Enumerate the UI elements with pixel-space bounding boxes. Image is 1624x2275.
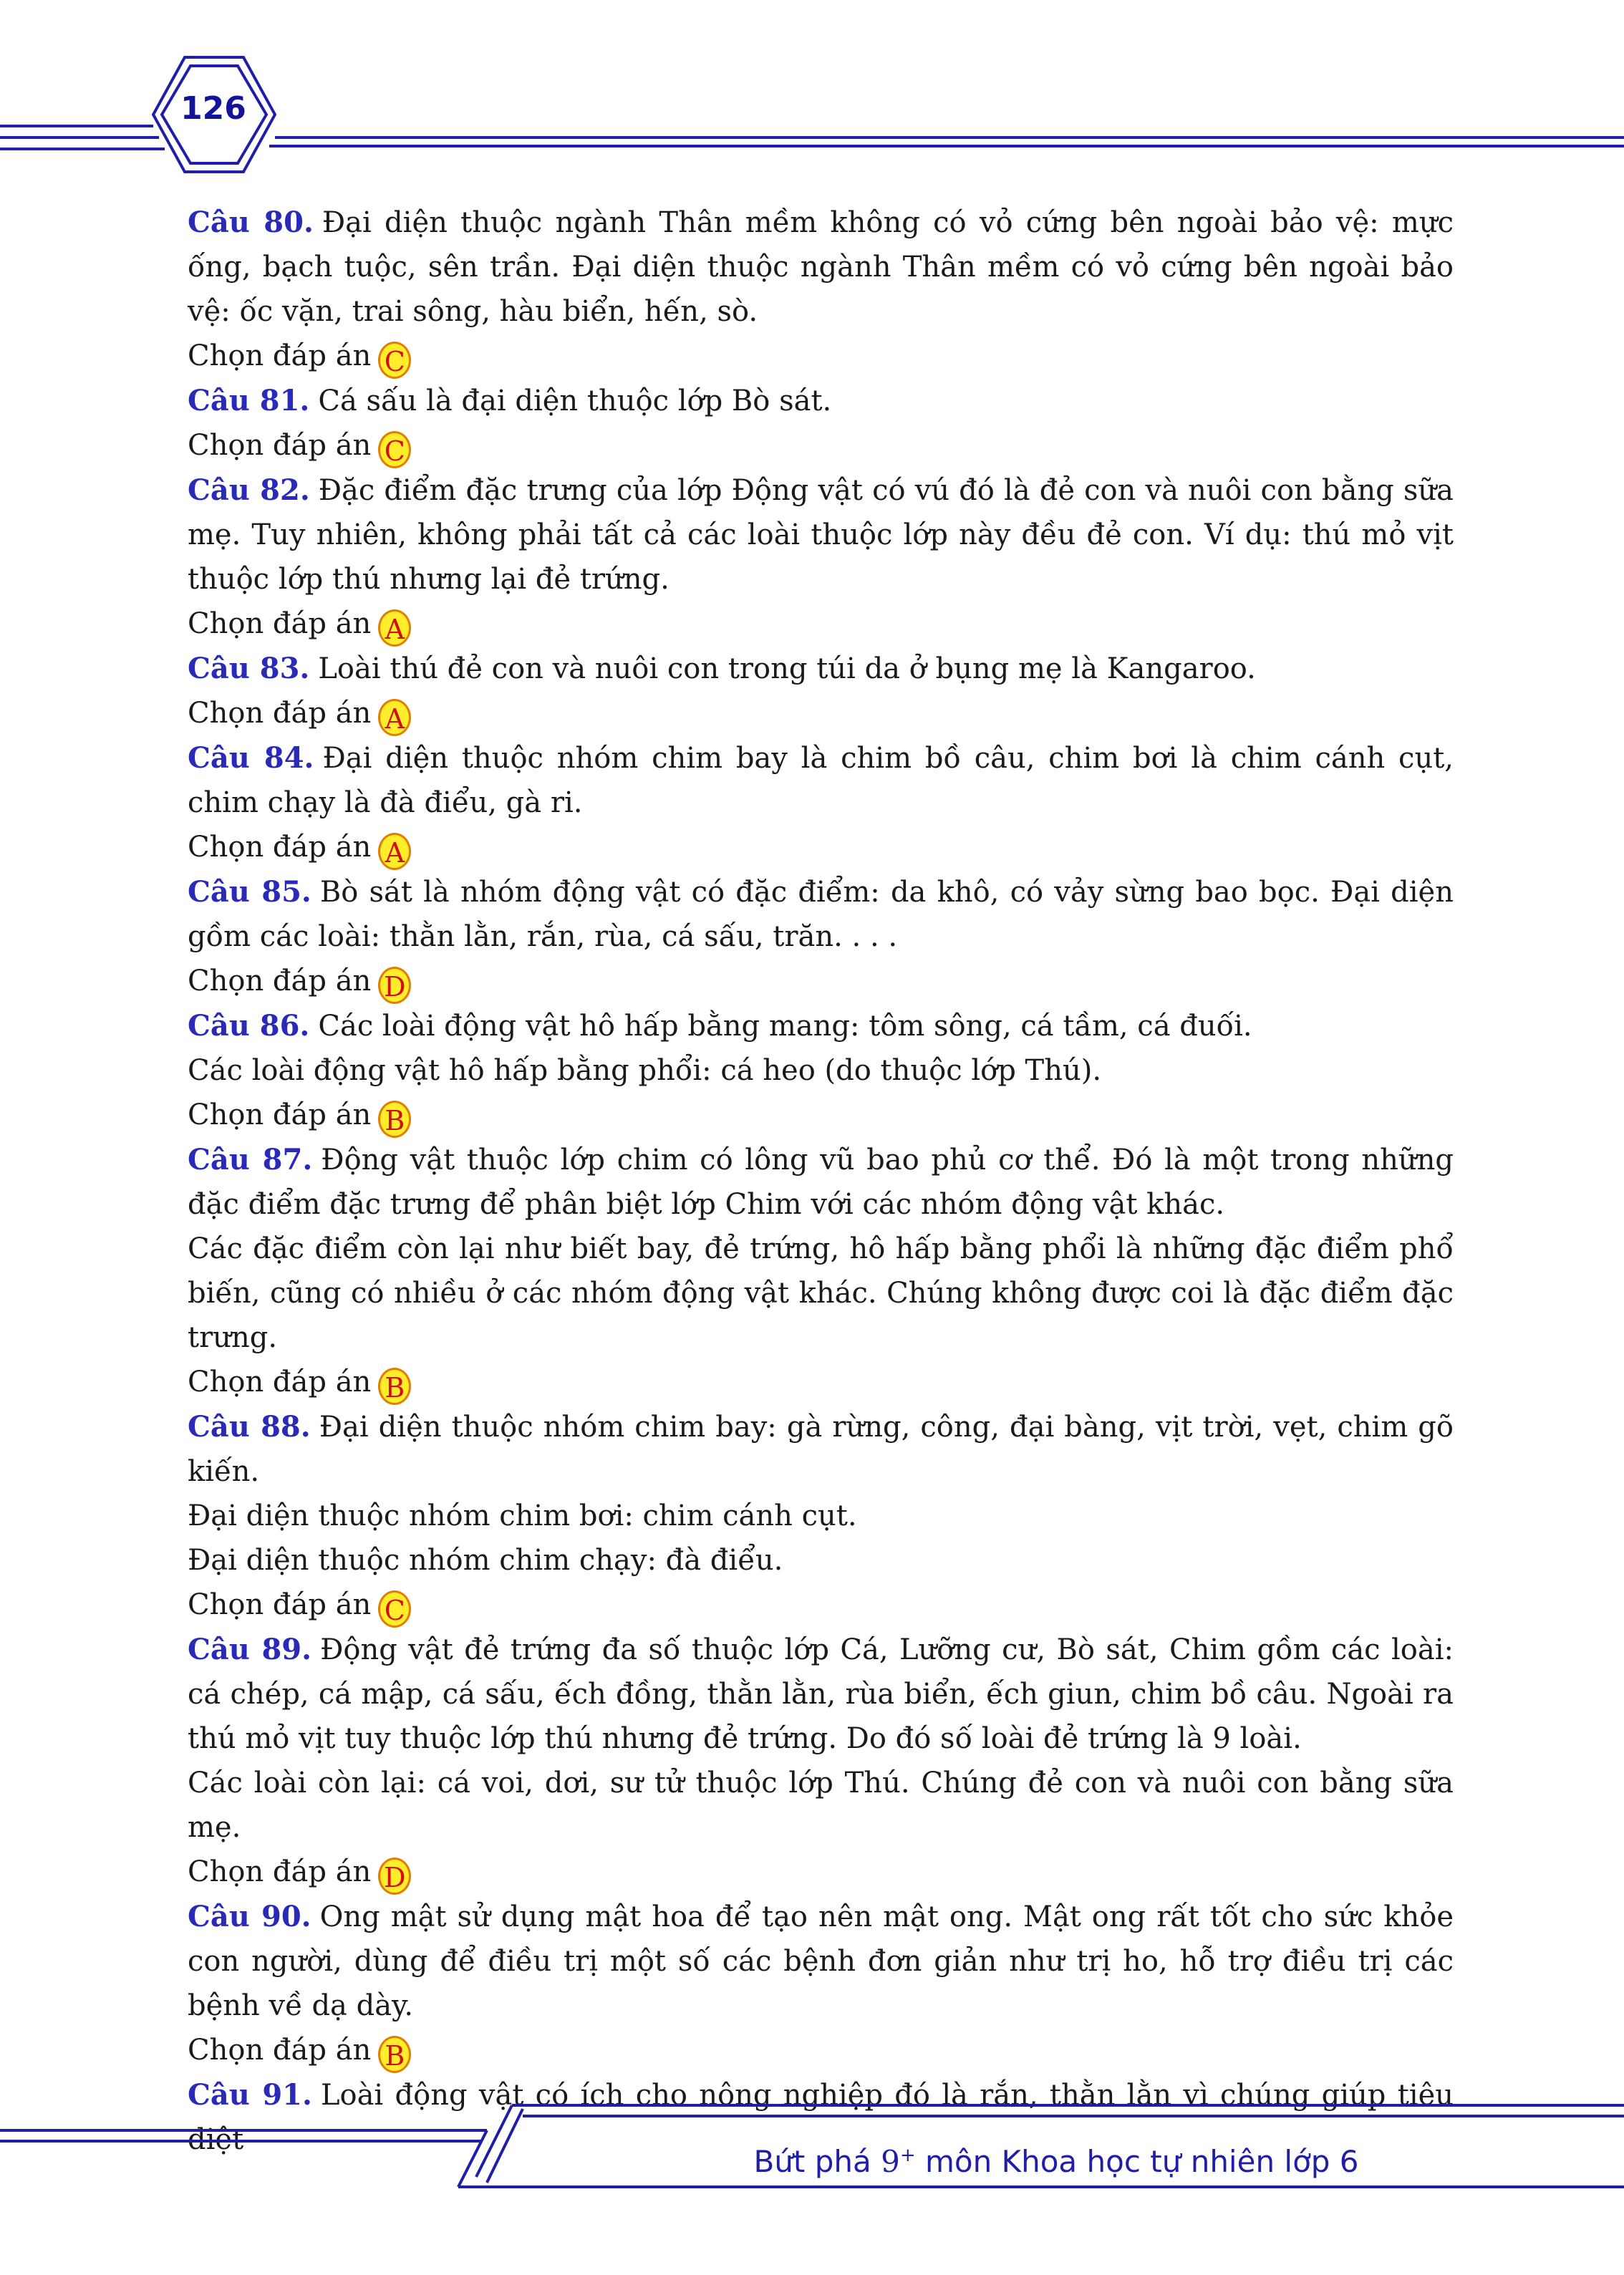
answer-prefix: Chọn đáp án xyxy=(188,1588,372,1621)
answer-badge: D xyxy=(378,1858,411,1895)
question-text: Ong mật sử dụng mật hoa để tạo nên mật ong. Mật ong rất tốt cho sức khỏe con người, dùng để điều trị một số các bệnh đơn giản như trị ho, hỗ trợ điều trị các bệnh về dạ dày. xyxy=(188,1900,1454,2022)
question-paragraph xyxy=(188,870,1454,959)
question-text: Động vật đẻ trứng đa số thuộc lớp Cá, Lưỡng cư, Bò sát, Chim gồm các loài: cá chép, cá mập, cá sấu, ếch đồng, thằn lằn, rùa biển, ếch giun, chim bồ câu. Ngoài ra thú mỏ vịt tuy thuộc lớp thú nhưng đẻ trứng. Do đó số loài đẻ trứng là 9 loài. xyxy=(188,1633,1454,1755)
question-text: Đại diện thuộc nhóm chim bơi: chim cánh cụt. xyxy=(188,1499,857,1532)
question-text: Các đặc điểm còn lại như biết bay, đẻ trứng, hô hấp bằng phổi là những đặc điểm phổ biến, cũng có nhiều ở các nhóm động vật khác. Chúng không được coi là đặc điểm đặc trưng. xyxy=(188,1232,1454,1354)
question-paragraph xyxy=(188,1895,1454,2028)
question-text: Các loài động vật hô hấp bằng phổi: cá heo (do thuộc lớp Thú). xyxy=(188,1054,1102,1087)
question-label: Câu 84. xyxy=(188,741,314,775)
answer-prefix: Chọn đáp án xyxy=(188,1366,372,1399)
answer-prefix: Chọn đáp án xyxy=(188,429,372,462)
question-paragraph xyxy=(188,468,1454,602)
answer-badge: A xyxy=(378,833,411,870)
question-text: Đặc điểm đặc trưng của lớp Động vật có vú đó là đẻ con và nuôi con bằng sữa mẹ. Tuy nhiên, không phải tất cả các loài thuộc lớp này đều đẻ con. Ví dụ: thú mỏ vịt thuộc lớp thú nhưng lại đẻ trứng. xyxy=(188,474,1454,596)
question-continuation xyxy=(188,1048,1454,1093)
answer-prefix: Chọn đáp án xyxy=(188,1855,372,1888)
footer-title-number: 9 xyxy=(881,2144,900,2179)
answer-badge: A xyxy=(378,609,411,647)
answer-prefix: Chọn đáp án xyxy=(188,965,372,998)
question-paragraph xyxy=(188,736,1454,825)
answer-line xyxy=(188,2028,1454,2073)
question-text: Loài thú đẻ con và nuôi con trong túi da ở bụng mẹ là Kangaroo. xyxy=(318,652,1256,685)
answer-line xyxy=(188,1583,1454,1628)
question-text: Đại diện thuộc nhóm chim bay là chim bồ câu, chim bơi là chim cánh cụt, chim chạy là đà điểu, gà ri. xyxy=(188,742,1454,819)
question-label: Câu 86. xyxy=(188,1009,310,1043)
answer-line xyxy=(188,825,1454,870)
answer-line xyxy=(188,423,1454,468)
question-label: Câu 91. xyxy=(188,2078,312,2112)
question-label: Câu 85. xyxy=(188,875,311,909)
answer-line xyxy=(188,602,1454,647)
page-number: 126 xyxy=(180,90,246,127)
question-text: Động vật thuộc lớp chim có lông vũ bao phủ cơ thể. Đó là một trong những đặc điểm đặc trưng để phân biệt lớp Chim với các nhóm động vật khác. xyxy=(188,1144,1454,1221)
question-paragraph xyxy=(188,647,1454,691)
question-label: Câu 81. xyxy=(188,384,310,417)
answer-prefix: Chọn đáp án xyxy=(188,2034,372,2067)
question-text: Đại diện thuộc nhóm chim chạy: đà điểu. xyxy=(188,1544,783,1577)
question-label: Câu 88. xyxy=(188,1410,311,1444)
question-label: Câu 82. xyxy=(188,473,310,507)
question-continuation xyxy=(188,1538,1454,1583)
answer-prefix: Chọn đáp án xyxy=(188,697,372,730)
answer-badge: C xyxy=(378,1590,411,1628)
question-text: Bò sát là nhóm động vật có đặc điểm: da khô, có vảy sừng bao bọc. Đại diện gồm các loài: thằn lằn, rắn, rùa, cá sấu, trăn. . . . xyxy=(188,876,1454,953)
question-label: Câu 89. xyxy=(188,1633,312,1666)
question-paragraph xyxy=(188,1405,1454,1494)
question-label: Câu 90. xyxy=(188,1900,311,1933)
question-label: Câu 87. xyxy=(188,1143,313,1177)
answer-line xyxy=(188,691,1454,736)
question-paragraph xyxy=(188,1628,1454,1761)
question-paragraph xyxy=(188,201,1454,334)
question-paragraph xyxy=(188,1004,1454,1048)
answer-prefix: Chọn đáp án xyxy=(188,831,372,864)
footer-title-prefix: Bứt phá xyxy=(753,2144,881,2179)
footer-title-suffix: môn Khoa học tự nhiên lớp 6 xyxy=(915,2144,1359,2179)
answer-badge: B xyxy=(378,1101,411,1138)
answer-badge: D xyxy=(378,967,411,1004)
footer-book-title xyxy=(573,2144,1540,2179)
question-label: Câu 83. xyxy=(188,652,310,685)
question-continuation xyxy=(188,1494,1454,1538)
question-text: Loài động vật có ích cho nông nghiệp đó là rắn, thằn lằn vì chúng giúp tiêu diệt xyxy=(188,2079,1454,2156)
answer-list xyxy=(188,201,1454,2162)
footer-rule xyxy=(458,2130,487,2187)
footer-decoration xyxy=(0,2091,1624,2275)
answer-badge: B xyxy=(378,1368,411,1405)
question-label: Câu 80. xyxy=(188,206,314,239)
answer-prefix: Chọn đáp án xyxy=(188,1098,372,1131)
answer-line xyxy=(188,959,1454,1004)
question-text: Cá sấu là đại diện thuộc lớp Bò sát. xyxy=(318,385,832,417)
question-text: Đại diện thuộc ngành Thân mềm không có vỏ cứng bên ngoài bảo vệ: mực ống, bạch tuộc, sên trần. Đại diện thuộc ngành Thân mềm có vỏ cứng bên ngoài bảo vệ: ốc vặn, trai sông, hàu biển, hến, sò. xyxy=(188,206,1454,328)
answer-prefix: Chọn đáp án xyxy=(188,339,372,372)
answer-badge: A xyxy=(378,699,411,736)
question-paragraph xyxy=(188,379,1454,423)
answer-badge: B xyxy=(378,2036,411,2073)
question-paragraph xyxy=(188,1138,1454,1227)
answer-prefix: Chọn đáp án xyxy=(188,607,372,640)
answer-line xyxy=(188,1093,1454,1138)
answer-badge: C xyxy=(378,342,411,379)
question-text: Các loài còn lại: cá voi, dơi, sư tử thuộc lớp Thú. Chúng đẻ con và nuôi con bằng sữa mẹ. xyxy=(188,1767,1454,1844)
answer-badge: C xyxy=(378,431,411,468)
question-text: Đại diện thuộc nhóm chim bay: gà rừng, công, đại bàng, vịt trời, vẹt, chim gõ kiến. xyxy=(188,1411,1454,1488)
question-continuation xyxy=(188,1761,1454,1850)
footer-title-sup: + xyxy=(899,2145,916,2166)
question-continuation xyxy=(188,1227,1454,1360)
answer-line xyxy=(188,1850,1454,1895)
answer-line xyxy=(188,1360,1454,1405)
question-text: Các loài động vật hô hấp bằng mang: tôm sông, cá tầm, cá đuối. xyxy=(318,1010,1252,1043)
answer-line xyxy=(188,334,1454,379)
